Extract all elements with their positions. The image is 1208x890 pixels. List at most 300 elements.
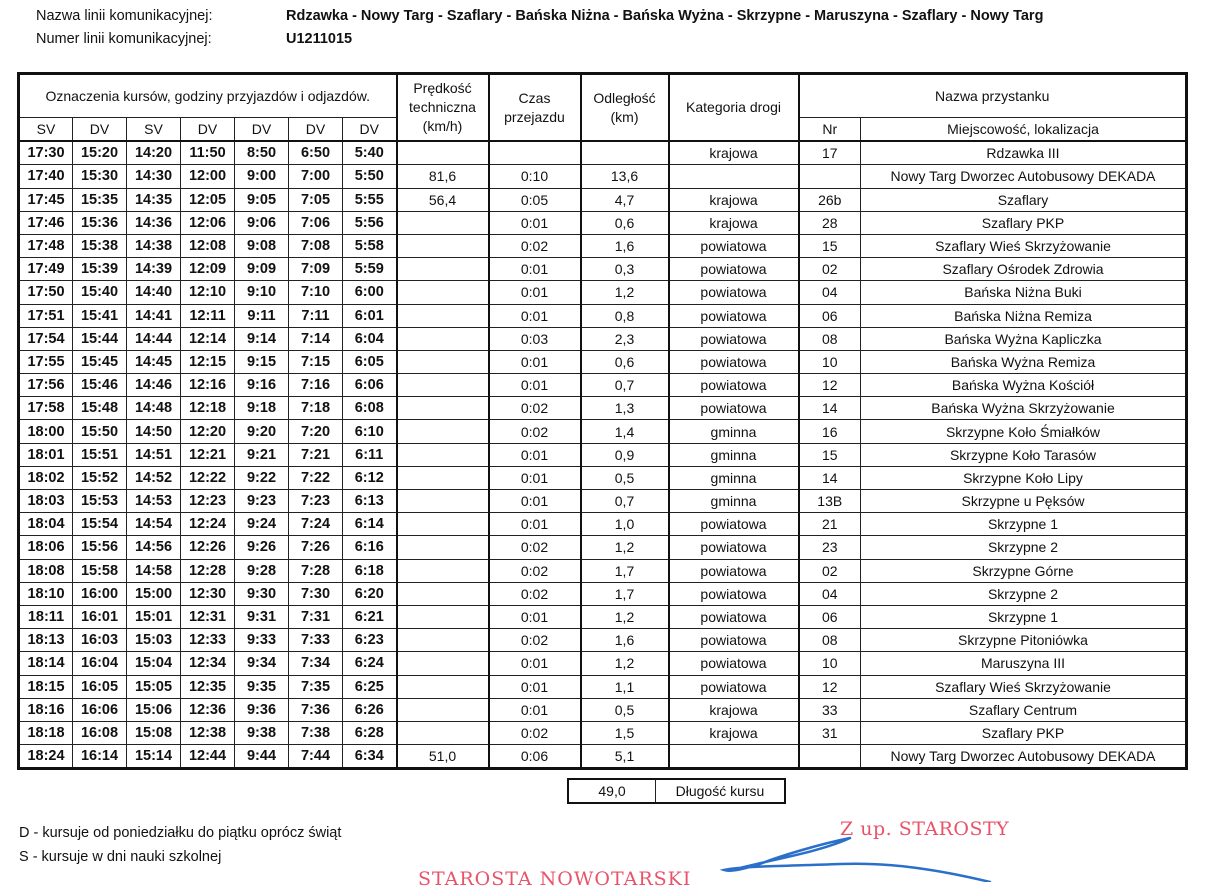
departure-time: 6:26 [343, 698, 397, 721]
table-row [19, 420, 1187, 443]
travel-time-cell: 0:01 [489, 652, 581, 675]
departure-time: 18:08 [19, 559, 73, 582]
stop-nr-cell: 08 [799, 327, 861, 350]
distance-cell: 1,7 [581, 582, 669, 605]
departure-time: 9:22 [235, 466, 289, 489]
legend-s: S - kursuje w dni nauki szkolnej [19, 849, 222, 865]
departure-time: 15:48 [73, 397, 127, 420]
departure-time: 12:22 [181, 466, 235, 489]
course-mark: DV [235, 118, 289, 142]
departure-time: 18:10 [19, 582, 73, 605]
departure-time: 7:44 [289, 745, 343, 769]
stop-nr-cell: 10 [799, 350, 861, 373]
road-category-cell: powiatowa [669, 374, 799, 397]
road-category-cell: gminna [669, 466, 799, 489]
departure-time: 9:14 [235, 327, 289, 350]
departure-time: 7:11 [289, 304, 343, 327]
distance-cell: 0,8 [581, 304, 669, 327]
distance-cell: 0,6 [581, 211, 669, 234]
travel-time-cell: 0:01 [489, 698, 581, 721]
distance-cell: 0,5 [581, 466, 669, 489]
departure-time: 17:54 [19, 327, 73, 350]
speed-cell [397, 490, 489, 513]
departure-time: 9:10 [235, 281, 289, 304]
departure-time: 15:38 [73, 234, 127, 257]
table-row [19, 188, 1187, 211]
stop-nr-cell: 23 [799, 536, 861, 559]
stop-name-cell: Szaflary PKP [861, 721, 1187, 744]
departure-time: 12:38 [181, 721, 235, 744]
departure-time: 7:20 [289, 420, 343, 443]
speed-cell [397, 374, 489, 397]
distance-cell: 1,2 [581, 536, 669, 559]
departure-time: 14:52 [127, 466, 181, 489]
departure-time: 15:40 [73, 281, 127, 304]
departure-time: 7:24 [289, 513, 343, 536]
departure-time: 6:06 [343, 374, 397, 397]
departure-time: 15:54 [73, 513, 127, 536]
departure-time: 15:44 [73, 327, 127, 350]
table-row [19, 466, 1187, 489]
departure-time: 15:30 [73, 165, 127, 188]
stop-name-cell: Skrzypne Koło Tarasów [861, 443, 1187, 466]
stop-name-cell: Bańska Wyżna Kościół [861, 374, 1187, 397]
departure-time: 16:04 [73, 652, 127, 675]
stop-name-cell: Nowy Targ Dworzec Autobusowy DEKADA [861, 165, 1187, 188]
road-category-cell [669, 745, 799, 769]
departure-time: 14:45 [127, 350, 181, 373]
speed-cell [397, 652, 489, 675]
departure-time: 12:14 [181, 327, 235, 350]
course-mark: DV [73, 118, 127, 142]
table-row [19, 165, 1187, 188]
departure-time: 18:04 [19, 513, 73, 536]
departure-time: 15:00 [127, 582, 181, 605]
departure-time: 12:11 [181, 304, 235, 327]
departure-time: 6:04 [343, 327, 397, 350]
distance-cell: 2,3 [581, 327, 669, 350]
departure-time: 7:14 [289, 327, 343, 350]
departure-time: 15:05 [127, 675, 181, 698]
distance-cell: 0,7 [581, 490, 669, 513]
departure-time: 9:30 [235, 582, 289, 605]
stop-name-cell: Skrzypne 2 [861, 582, 1187, 605]
road-category-cell: powiatowa [669, 350, 799, 373]
distance-cell: 0,7 [581, 374, 669, 397]
departure-time: 14:48 [127, 397, 181, 420]
road-category-cell: powiatowa [669, 559, 799, 582]
road-category-cell: powiatowa [669, 397, 799, 420]
departure-time: 12:35 [181, 675, 235, 698]
speed-cell [397, 605, 489, 628]
speed-cell [397, 141, 489, 165]
departure-time: 6:01 [343, 304, 397, 327]
departure-time: 6:25 [343, 675, 397, 698]
course-mark: SV [19, 118, 73, 142]
departure-time: 9:35 [235, 675, 289, 698]
travel-time-cell: 0:01 [489, 513, 581, 536]
stop-nr-cell: 04 [799, 582, 861, 605]
departure-time: 18:11 [19, 605, 73, 628]
departure-time: 18:02 [19, 466, 73, 489]
departure-time: 6:50 [289, 141, 343, 165]
road-category-cell: powiatowa [669, 536, 799, 559]
departure-time: 7:15 [289, 350, 343, 373]
distance-cell: 0,5 [581, 698, 669, 721]
departure-time: 8:50 [235, 141, 289, 165]
distance-cell [581, 141, 669, 165]
travel-time-cell: 0:02 [489, 582, 581, 605]
road-category-cell: powiatowa [669, 605, 799, 628]
departure-time: 6:21 [343, 605, 397, 628]
departure-time: 18:01 [19, 443, 73, 466]
road-category-cell: powiatowa [669, 582, 799, 605]
stop-name-cell: Skrzypne Pitoniówka [861, 629, 1187, 652]
timetable [17, 72, 1188, 770]
departure-time: 7:00 [289, 165, 343, 188]
stop-name-cell: Bańska Wyżna Kapliczka [861, 327, 1187, 350]
distance-header: Odległość (km) [581, 74, 669, 142]
departure-time: 16:14 [73, 745, 127, 769]
distance-cell: 0,3 [581, 258, 669, 281]
road-category-cell: powiatowa [669, 304, 799, 327]
stop-name-cell: Rdzawka III [861, 141, 1187, 165]
line-number-label: Numer linii komunikacyjnej: [36, 31, 212, 47]
road-category-cell: krajowa [669, 141, 799, 165]
table-row [19, 327, 1187, 350]
departure-time: 7:35 [289, 675, 343, 698]
travel-time-cell [489, 141, 581, 165]
travel-time-cell: 0:01 [489, 374, 581, 397]
distance-cell: 1,2 [581, 281, 669, 304]
speed-cell [397, 443, 489, 466]
travel-time-cell: 0:05 [489, 188, 581, 211]
departure-time: 12:09 [181, 258, 235, 281]
speed-cell [397, 304, 489, 327]
departure-time: 5:50 [343, 165, 397, 188]
departure-time: 16:06 [73, 698, 127, 721]
speed-cell [397, 211, 489, 234]
departure-time: 16:05 [73, 675, 127, 698]
departure-time: 6:20 [343, 582, 397, 605]
departure-time: 14:56 [127, 536, 181, 559]
stop-nr-cell: 15 [799, 234, 861, 257]
travel-time-cell: 0:06 [489, 745, 581, 769]
road-category-cell: powiatowa [669, 327, 799, 350]
travel-time-cell: 0:01 [489, 675, 581, 698]
road-category-header: Kategoria drogi [669, 74, 799, 142]
departure-time: 7:21 [289, 443, 343, 466]
departure-time: 12:18 [181, 397, 235, 420]
stop-nr-cell: 08 [799, 629, 861, 652]
stop-nr-cell: 33 [799, 698, 861, 721]
speed-cell [397, 258, 489, 281]
table-row [19, 745, 1187, 769]
stop-nr-cell: 14 [799, 397, 861, 420]
speed-cell [397, 675, 489, 698]
speed-header: Prędkość techniczna (km/h) [397, 74, 489, 142]
departure-time: 5:56 [343, 211, 397, 234]
departure-time: 9:44 [235, 745, 289, 769]
departure-time: 6:23 [343, 629, 397, 652]
distance-cell: 13,6 [581, 165, 669, 188]
departure-time: 9:09 [235, 258, 289, 281]
departure-time: 14:36 [127, 211, 181, 234]
table-row [19, 397, 1187, 420]
travel-time-cell: 0:02 [489, 397, 581, 420]
departure-time: 6:13 [343, 490, 397, 513]
stop-nr-cell: 06 [799, 304, 861, 327]
stop-group-header: Nazwa przystanku [799, 74, 1187, 118]
stop-nr-cell: 12 [799, 374, 861, 397]
departure-time: 18:13 [19, 629, 73, 652]
distance-cell: 1,6 [581, 234, 669, 257]
speed-cell [397, 629, 489, 652]
departure-time: 15:51 [73, 443, 127, 466]
speed-cell [397, 327, 489, 350]
departure-time: 15:45 [73, 350, 127, 373]
departure-time: 6:24 [343, 652, 397, 675]
table-row [19, 304, 1187, 327]
departure-time: 7:10 [289, 281, 343, 304]
stop-nr-cell: 02 [799, 258, 861, 281]
departure-time: 18:14 [19, 652, 73, 675]
travel-time-cell: 0:01 [489, 490, 581, 513]
departure-time: 12:06 [181, 211, 235, 234]
departure-time: 15:36 [73, 211, 127, 234]
road-category-cell: krajowa [669, 698, 799, 721]
stop-nr-cell: 12 [799, 675, 861, 698]
stop-name-cell: Bańska Niżna Buki [861, 281, 1187, 304]
departure-time: 9:18 [235, 397, 289, 420]
departure-time: 14:39 [127, 258, 181, 281]
departure-time: 6:28 [343, 721, 397, 744]
departure-time: 7:05 [289, 188, 343, 211]
departure-time: 15:01 [127, 605, 181, 628]
road-category-cell: krajowa [669, 721, 799, 744]
table-row [19, 652, 1187, 675]
road-category-cell [669, 165, 799, 188]
departure-time: 17:58 [19, 397, 73, 420]
table-row [19, 281, 1187, 304]
departure-time: 14:30 [127, 165, 181, 188]
stop-name-cell: Szaflary Centrum [861, 698, 1187, 721]
stop-nr-header: Nr [799, 118, 861, 142]
departure-time: 12:08 [181, 234, 235, 257]
stop-nr-cell [799, 745, 861, 769]
table-row [19, 513, 1187, 536]
speed-cell [397, 721, 489, 744]
travel-time-cell: 0:02 [489, 234, 581, 257]
line-number-value: U1211015 [286, 31, 353, 47]
departure-time: 7:30 [289, 582, 343, 605]
departure-time: 9:06 [235, 211, 289, 234]
departure-time: 7:26 [289, 536, 343, 559]
road-category-cell: powiatowa [669, 258, 799, 281]
travel-time-cell: 0:01 [489, 281, 581, 304]
departure-time: 7:22 [289, 466, 343, 489]
travel-time-cell: 0:01 [489, 304, 581, 327]
departure-time: 9:08 [235, 234, 289, 257]
departure-time: 15:39 [73, 258, 127, 281]
total-distance: 49,0 [568, 779, 656, 803]
legend-d: D - kursuje od poniedziałku do piątku oprócz świąt [19, 825, 342, 841]
departure-time: 6:05 [343, 350, 397, 373]
speed-cell [397, 559, 489, 582]
table-row [19, 374, 1187, 397]
departure-time: 16:01 [73, 605, 127, 628]
departure-time: 15:04 [127, 652, 181, 675]
departure-time: 17:40 [19, 165, 73, 188]
road-category-cell: powiatowa [669, 629, 799, 652]
departure-time: 9:23 [235, 490, 289, 513]
stop-name-cell: Szaflary PKP [861, 211, 1187, 234]
table-row [19, 605, 1187, 628]
stop-name-cell: Skrzypne Górne [861, 559, 1187, 582]
departure-time: 17:30 [19, 141, 73, 165]
stop-name-cell: Skrzypne Koło Śmiałków [861, 420, 1187, 443]
departure-time: 14:51 [127, 443, 181, 466]
departure-time: 12:21 [181, 443, 235, 466]
speed-cell [397, 466, 489, 489]
departure-time: 18:18 [19, 721, 73, 744]
distance-cell: 0,6 [581, 350, 669, 373]
stop-name-cell: Skrzypne 1 [861, 513, 1187, 536]
departure-time: 14:53 [127, 490, 181, 513]
departure-time: 9:16 [235, 374, 289, 397]
signature-icon [700, 830, 1000, 882]
travel-time-cell: 0:02 [489, 559, 581, 582]
road-category-cell: gminna [669, 443, 799, 466]
departure-time: 7:31 [289, 605, 343, 628]
departure-time: 14:50 [127, 420, 181, 443]
table-row [19, 559, 1187, 582]
departure-time: 5:58 [343, 234, 397, 257]
departure-time: 7:34 [289, 652, 343, 675]
courses-group-header: Oznaczenia kursów, godziny przyjazdów i odjazdów. [19, 74, 397, 118]
departure-time: 9:38 [235, 721, 289, 744]
course-mark: DV [181, 118, 235, 142]
road-category-cell: powiatowa [669, 234, 799, 257]
stop-nr-cell: 13B [799, 490, 861, 513]
departure-time: 18:24 [19, 745, 73, 769]
departure-time: 12:36 [181, 698, 235, 721]
departure-time: 9:34 [235, 652, 289, 675]
road-category-cell: krajowa [669, 211, 799, 234]
departure-time: 7:38 [289, 721, 343, 744]
departure-time: 9:05 [235, 188, 289, 211]
speed-cell [397, 513, 489, 536]
departure-time: 11:50 [181, 141, 235, 165]
departure-time: 17:48 [19, 234, 73, 257]
road-category-cell: krajowa [669, 188, 799, 211]
departure-time: 15:14 [127, 745, 181, 769]
course-mark: SV [127, 118, 181, 142]
road-category-cell: powiatowa [669, 513, 799, 536]
table-row [19, 536, 1187, 559]
departure-time: 14:46 [127, 374, 181, 397]
distance-cell: 1,1 [581, 675, 669, 698]
travel-time-cell: 0:01 [489, 466, 581, 489]
speed-cell: 56,4 [397, 188, 489, 211]
stop-nr-cell: 28 [799, 211, 861, 234]
departure-time: 15:41 [73, 304, 127, 327]
stop-name-cell: Skrzypne 1 [861, 605, 1187, 628]
distance-cell: 0,9 [581, 443, 669, 466]
departure-time: 12:00 [181, 165, 235, 188]
stop-name-header: Miejscowość, lokalizacja [861, 118, 1187, 142]
departure-time: 7:33 [289, 629, 343, 652]
stop-nr-cell: 14 [799, 466, 861, 489]
distance-cell: 1,6 [581, 629, 669, 652]
departure-time: 9:11 [235, 304, 289, 327]
stop-name-cell: Bańska Wyżna Remiza [861, 350, 1187, 373]
total-label: Długość kursu [656, 779, 786, 803]
road-category-cell: gminna [669, 490, 799, 513]
line-name-value: Rdzawka - Nowy Targ - Szaflary - Bańska Niżna - Bańska Wyżna - Skrzypne - Maruszyna - Szaflary - Nowy Targ [286, 8, 1044, 24]
distance-cell: 1,7 [581, 559, 669, 582]
stop-nr-cell: 17 [799, 141, 861, 165]
travel-time-cell: 0:02 [489, 420, 581, 443]
departure-time: 9:15 [235, 350, 289, 373]
departure-time: 17:55 [19, 350, 73, 373]
speed-cell [397, 234, 489, 257]
travel-time-cell: 0:02 [489, 536, 581, 559]
stop-name-cell: Maruszyna III [861, 652, 1187, 675]
departure-time: 9:28 [235, 559, 289, 582]
travel-time-cell: 0:01 [489, 350, 581, 373]
course-mark: DV [289, 118, 343, 142]
stop-nr-cell: 21 [799, 513, 861, 536]
departure-time: 12:30 [181, 582, 235, 605]
travel-time-cell: 0:02 [489, 721, 581, 744]
departure-time: 6:14 [343, 513, 397, 536]
departure-time: 12:10 [181, 281, 235, 304]
stop-name-cell: Skrzypne u Pęksów [861, 490, 1187, 513]
departure-time: 7:06 [289, 211, 343, 234]
departure-time: 6:10 [343, 420, 397, 443]
departure-time: 17:51 [19, 304, 73, 327]
stop-nr-cell: 06 [799, 605, 861, 628]
departure-time: 9:33 [235, 629, 289, 652]
distance-cell: 1,2 [581, 605, 669, 628]
departure-time: 17:46 [19, 211, 73, 234]
departure-time: 12:28 [181, 559, 235, 582]
departure-time: 14:44 [127, 327, 181, 350]
departure-time: 12:15 [181, 350, 235, 373]
travel-time-cell: 0:02 [489, 629, 581, 652]
departure-time: 7:09 [289, 258, 343, 281]
stop-nr-cell [799, 165, 861, 188]
travel-time-cell: 0:10 [489, 165, 581, 188]
stop-name-cell: Bańska Wyżna Skrzyżowanie [861, 397, 1187, 420]
departure-time: 6:12 [343, 466, 397, 489]
table-row [19, 582, 1187, 605]
departure-time: 15:53 [73, 490, 127, 513]
table-row [19, 443, 1187, 466]
departure-time: 12:05 [181, 188, 235, 211]
departure-time: 18:06 [19, 536, 73, 559]
table-row [19, 350, 1187, 373]
course-mark: DV [343, 118, 397, 142]
departure-time: 12:23 [181, 490, 235, 513]
stop-nr-cell: 26b [799, 188, 861, 211]
road-category-cell: powiatowa [669, 675, 799, 698]
distance-cell: 1,4 [581, 420, 669, 443]
stamp-starosta: STAROSTA NOWOTARSKI [418, 868, 692, 890]
departure-time: 12:33 [181, 629, 235, 652]
departure-time: 18:00 [19, 420, 73, 443]
